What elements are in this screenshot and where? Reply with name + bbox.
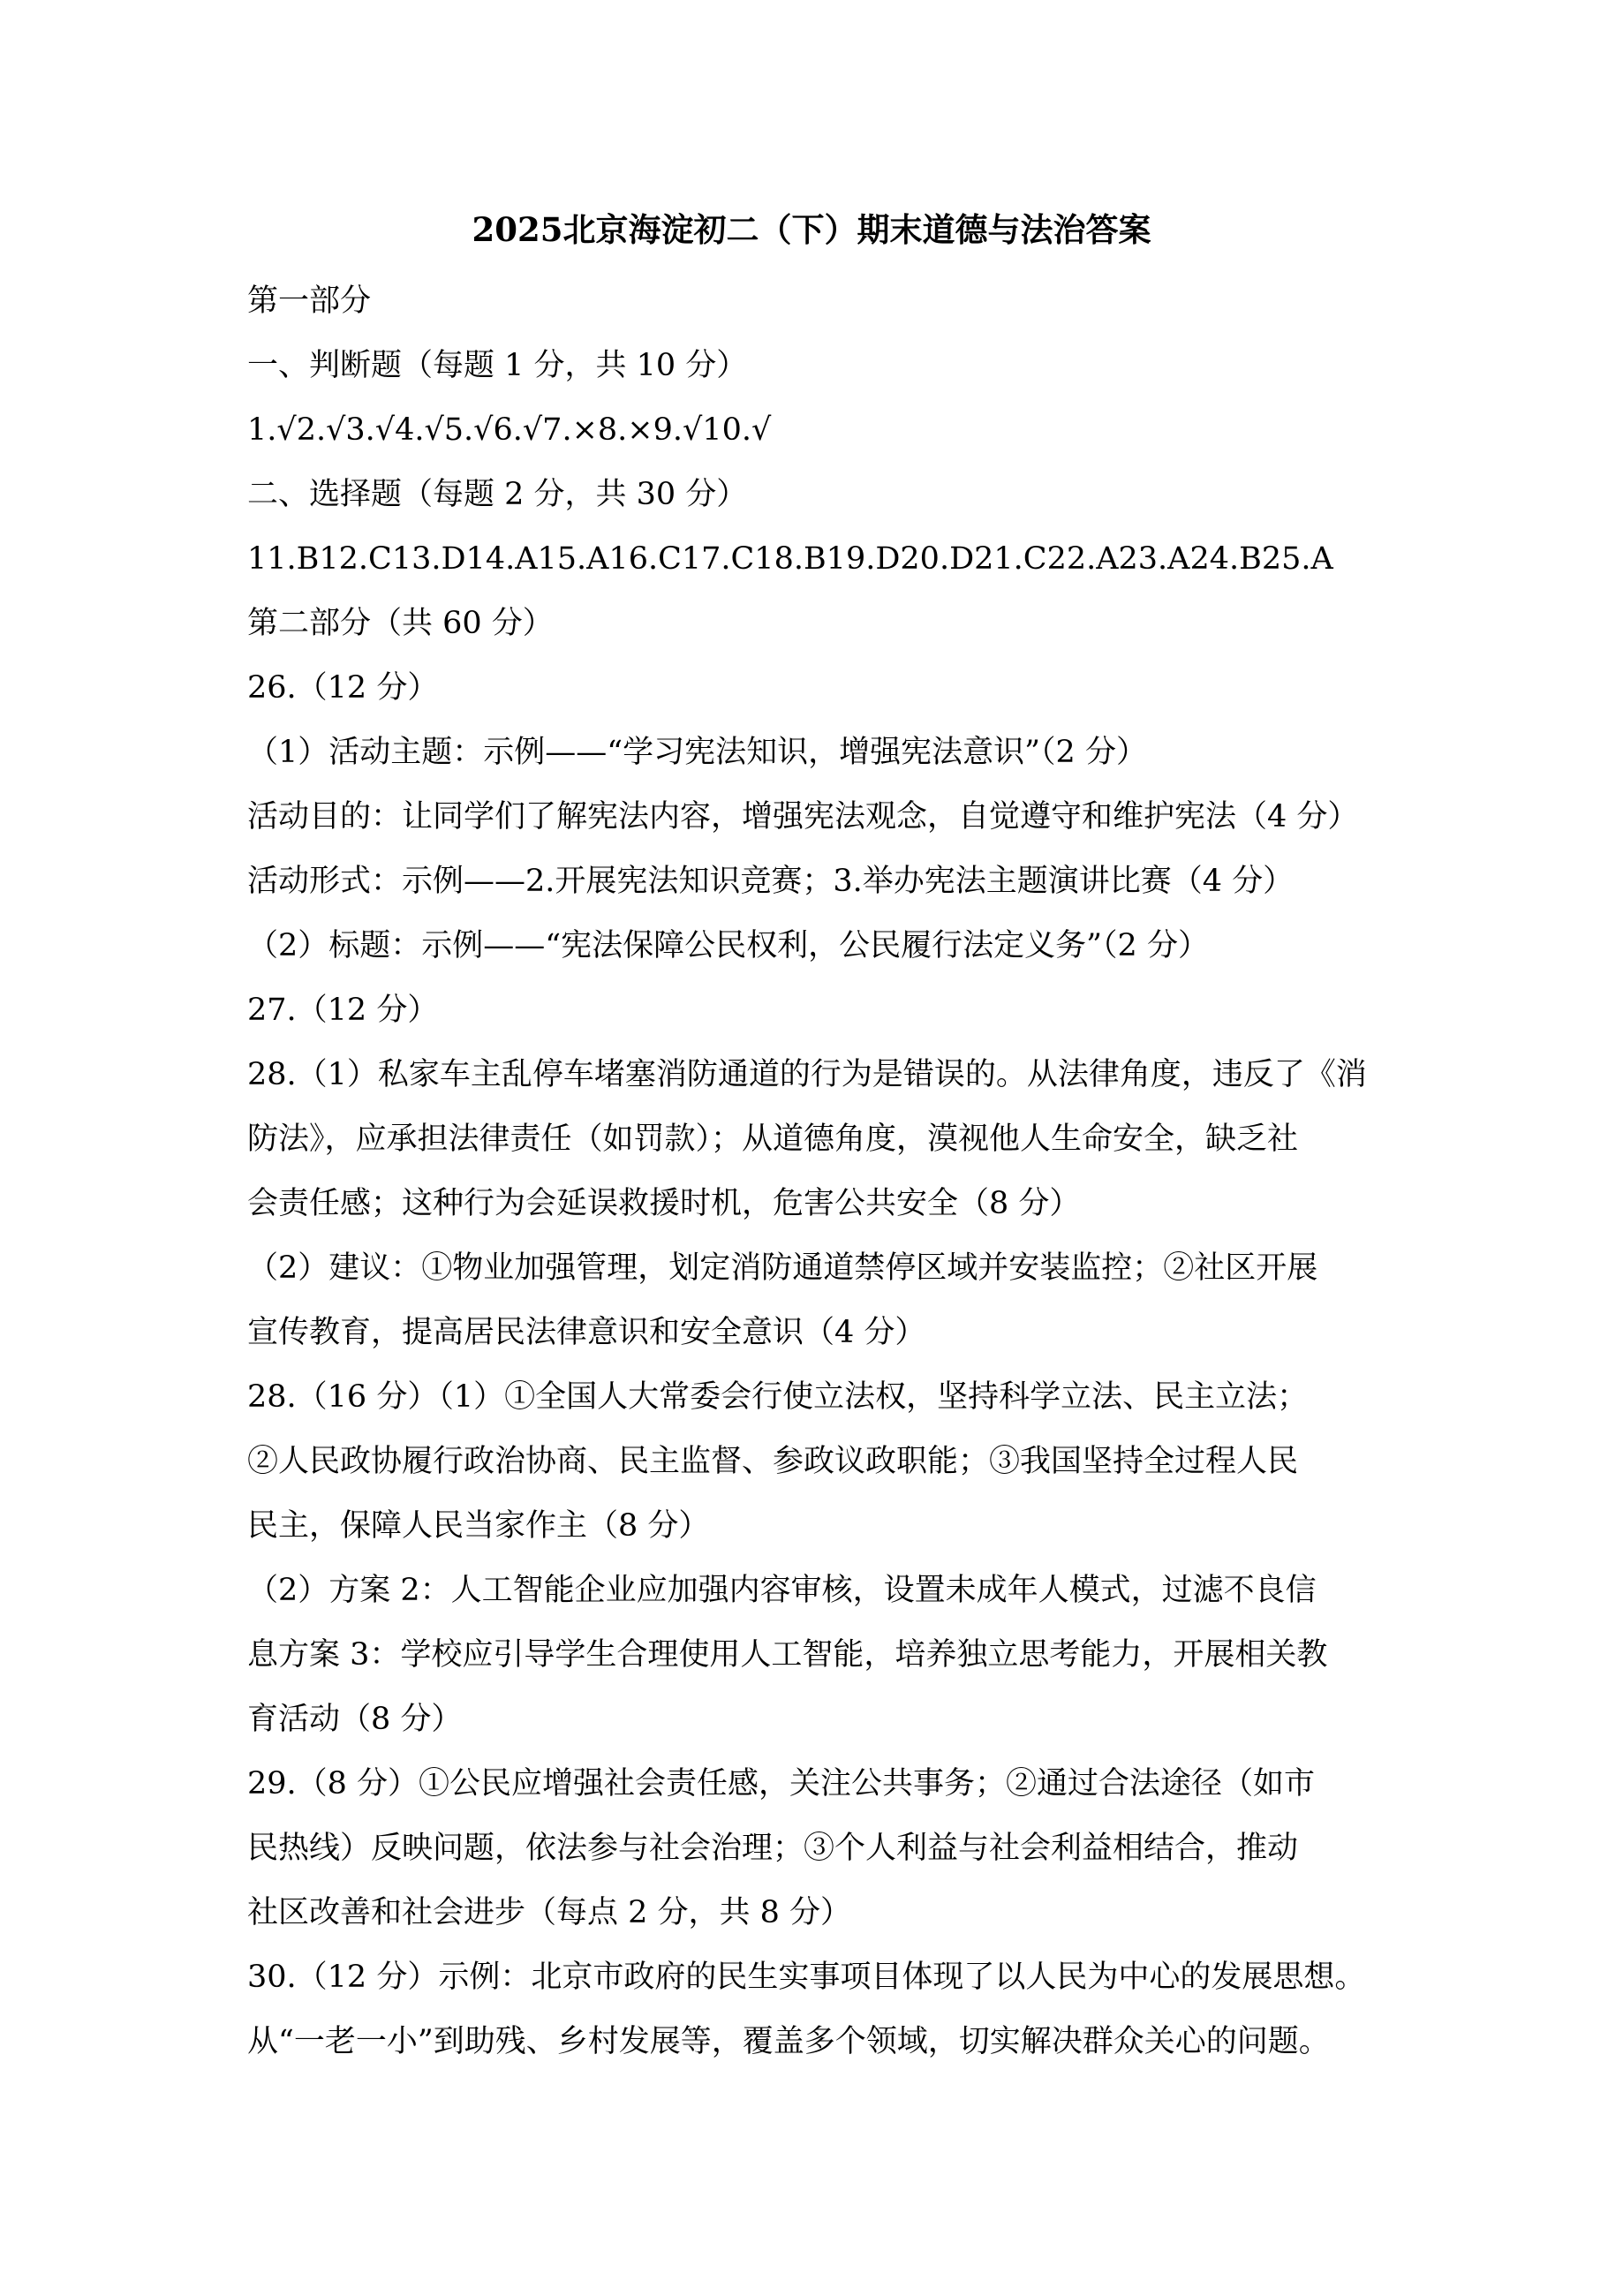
section-heading-part-one: 第一部分	[247, 283, 372, 319]
question-26-part-2-title: （2）标题：示例——“宪法保障公民权利，公民履行法定义务”（2 分）	[247, 928, 1209, 963]
question-26-activity-form: 活动形式：示例——2.开展宪法知识竞赛；3.举办宪法主题演讲比赛（4 分）	[247, 864, 1295, 899]
question-27-heading: 27.（12 分）	[247, 993, 439, 1028]
answer-body	[247, 269, 1386, 2074]
question-29-line-3: 社区改善和社会进步（每点 2 分，共 8 分）	[247, 1895, 852, 1930]
question-28-part-1-line-1: 28.（1）私家车主乱停车堵塞消防通道的行为是错误的。从法律角度，违反了《消	[247, 1057, 1367, 1092]
question-29-line-2: 民热线）反映问题，依法参与社会治理；③个人利益与社会利益相结合，推动	[247, 1831, 1299, 1866]
question-26-activity-purpose: 活动目的：让同学们了解宪法内容，增强宪法观念，自觉遵守和维护宪法（4 分）	[247, 799, 1359, 835]
question-28-part-2-line-2: 宣传教育，提高居民法律意识和安全意识（4 分）	[247, 1315, 926, 1350]
question-28b-line-1: 28.（16 分）（1）①全国人大常委会行使立法权，坚持科学立法、民主立法；	[247, 1379, 1309, 1415]
question-29-line-1: 29.（8 分）①公民应增强社会责任感，关注公共事务；②通过合法途径（如市	[247, 1766, 1316, 1801]
true-false-heading: 一、判断题（每题 1 分，共 10 分）	[247, 348, 748, 383]
multiple-choice-heading: 二、选择题（每题 2 分，共 30 分）	[247, 477, 748, 512]
question-28b-line-2: ②人民政协履行政治协商、民主监督、参政议政职能；③我国坚持全过程人民	[247, 1444, 1299, 1479]
document-title: 2025北京海淀初二（下）期末道德与法治答案	[472, 210, 1151, 249]
question-28b-part-2-line-2: 息方案 3：学校应引导学生合理使用人工智能，培养独立思考能力，开展相关教	[247, 1637, 1328, 1673]
multiple-choice-answers: 11.B12.C13.D14.A15.A16.C17.C18.B19.D20.D21.C22.A23.A24.B25.A	[247, 541, 1333, 577]
question-28-part-1-line-2: 防法》，应承担法律责任（如罚款）；从道德角度，漠视他人生命安全，缺乏社	[247, 1122, 1299, 1157]
question-26-part-1-theme: （1）活动主题：示例——“学习宪法知识，增强宪法意识”（2 分）	[247, 735, 1147, 770]
section-heading-part-two: 第二部分（共 60 分）	[247, 606, 554, 641]
true-false-answers: 1.√2.√3.√4.√5.√6.√7.×8.×9.√10.√	[247, 412, 772, 448]
question-30-line-2: 从“一老一小”到助残、乡村发展等，覆盖多个领域，切实解决群众关心的问题。	[247, 2024, 1330, 2059]
question-28b-part-2-line-3: 育活动（8 分）	[247, 1702, 463, 1737]
question-26-heading: 26.（12 分）	[247, 670, 439, 706]
question-28-part-1-line-3: 会责任感；这种行为会延误救援时机，危害公共安全（8 分）	[247, 1186, 1081, 1221]
question-28b-line-3: 民主，保障人民当家作主（8 分）	[247, 1508, 710, 1544]
question-28b-part-2-line-1: （2）方案 2：人工智能企业应加强内容审核，设置未成年人模式，过滤不良信	[247, 1573, 1317, 1608]
question-30-line-1: 30.（12 分）示例：北京市政府的民生实事项目体现了以人民为中心的发展思想。	[247, 1960, 1366, 1995]
question-28-part-2-line-1: （2）建议：①物业加强管理，划定消防通道禁停区域并安装监控；②社区开展	[247, 1250, 1318, 1286]
